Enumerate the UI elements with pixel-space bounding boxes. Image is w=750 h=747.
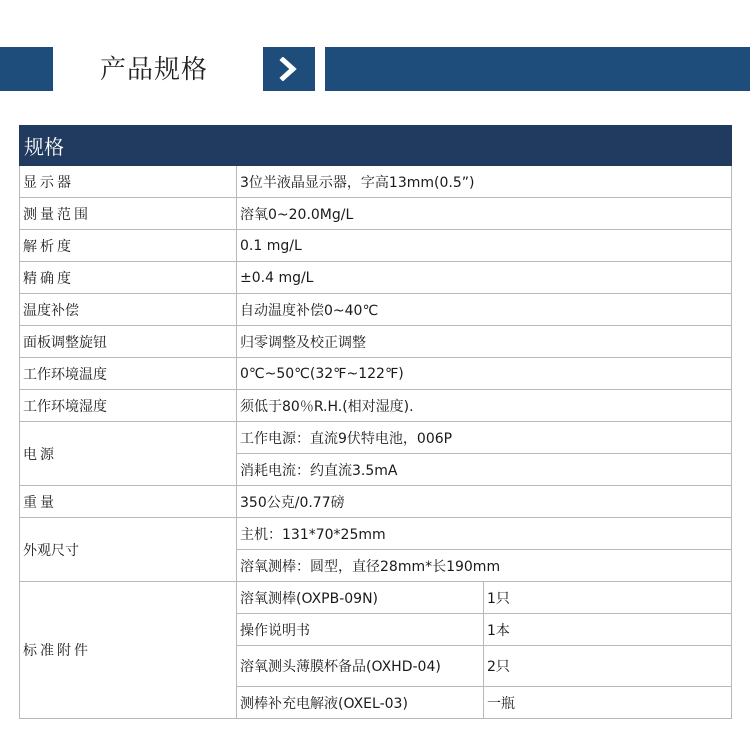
row-label: 显示器 [20,166,237,198]
accessory-qty: 1只 [484,582,732,614]
table-row [20,230,732,262]
banner-left-block [0,47,53,91]
row-value: 0℃~50℃(32℉~122℉) [237,358,732,390]
accessory-name: 溶氧测头薄膜杯备品(OXHD-04) [237,646,484,687]
table-row [20,326,732,358]
row-value: ±0.4 mg/L [237,262,732,294]
row-value: 归零调整及校正调整 [237,326,732,358]
row-value: 自动温度补偿0~40℃ [237,294,732,326]
section-title: 产品规格 [100,55,209,85]
row-value: 溶氧0~20.0Mg/L [237,198,732,230]
row-label: 面板调整旋钮 [20,326,237,358]
accessory-qty: 一瓶 [484,687,732,719]
row-value: 350公克/0.77磅 [237,486,732,518]
row-value: 工作电源：直流9伏特电池，006P [237,422,732,454]
row-value: 主机：131*70*25mm [237,518,732,550]
table-row [20,518,732,550]
table-row [20,198,732,230]
accessory-qty: 2只 [484,646,732,687]
table-row [20,582,732,614]
row-value: 须低于80％R.H.(相对湿度). [237,390,732,422]
row-label: 工作环境湿度 [20,390,237,422]
accessory-name: 测棒补充电解液(OXEL-03) [237,687,484,719]
row-value: 溶氧测棒：圆型，直径28mm*长190mm [237,550,732,582]
row-label: 外观尺寸 [20,518,237,582]
accessory-name: 操作说明书 [237,614,484,646]
row-label: 工作环境温度 [20,358,237,390]
table-row [20,262,732,294]
row-value: 消耗电流：约直流3.5mA [237,454,732,486]
row-label: 测量范围 [20,198,237,230]
spec-table [19,125,732,719]
table-row [20,422,732,454]
table-row [20,166,732,198]
row-label: 温度补偿 [20,294,237,326]
banner-right-block [325,47,750,91]
row-value: 3位半液晶显示器，字高13mm(0.5”) [237,166,732,198]
accessory-name: 溶氧测棒(OXPB-09N) [237,582,484,614]
chevron-right-icon [278,57,300,81]
row-label: 精确度 [20,262,237,294]
row-label: 解析度 [20,230,237,262]
row-value: 0.1 mg/L [237,230,732,262]
accessory-qty: 1本 [484,614,732,646]
table-header: 规格 [20,126,732,166]
table-header-row [20,126,732,166]
banner-arrow-box [263,47,315,91]
table-row [20,358,732,390]
table-row [20,486,732,518]
table-row [20,390,732,422]
row-label: 标准附件 [20,582,237,719]
row-label: 重量 [20,486,237,518]
row-label: 电源 [20,422,237,486]
table-row [20,294,732,326]
